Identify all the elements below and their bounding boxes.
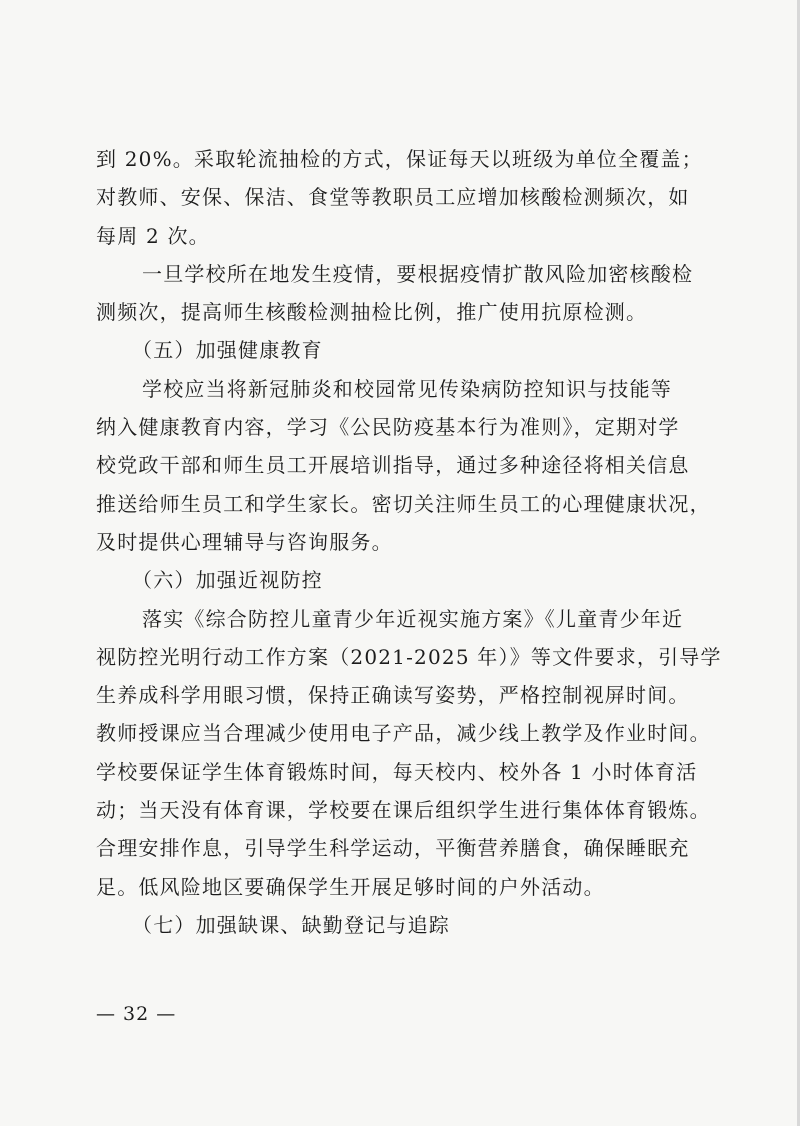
document-body: [96, 140, 722, 944]
text-line: 视防控光明行动工作方案（2021-2025 年）》等文件要求，引导学: [96, 644, 722, 669]
section-heading-5: （五）加强健康教育: [132, 338, 323, 363]
text-line: 动；当天没有体育课，学校要在课后组织学生进行集体体育锻炼。: [96, 798, 711, 823]
text-line: 教师授课应当合理减少使用电子产品，减少线上教学及作业时间。: [96, 721, 711, 746]
section-heading-7: （七）加强缺课、缺勤登记与追踪: [132, 912, 450, 937]
page-number: — 32 —: [96, 1003, 177, 1025]
text-line: 合理安排作息，引导学生科学运动，平衡营养膳食，确保睡眠充: [96, 836, 690, 861]
paragraph-start-line: 一旦学校所在地发生疫情，要根据疫情扩散风险加密核酸检: [142, 261, 694, 286]
text-line: 学校要保证学生体育锻炼时间，每天校内、校外各 1 小时体育活: [96, 759, 698, 784]
text-line: 推送给师生员工和学生家长。密切关注师生员工的心理健康状况，: [96, 491, 711, 516]
paragraph-start-line: 落实《综合防控儿童青少年近视实施方案》《儿童青少年近: [142, 606, 684, 631]
text-line: 每周 2 次。: [96, 223, 210, 248]
text-line: 校党政干部和师生员工开展培训指导，通过多种途径将相关信息: [96, 453, 690, 478]
section-heading-6: （六）加强近视防控: [132, 568, 323, 593]
paragraph-start-line: 学校应当将新冠肺炎和校园常见传染病防控知识与技能等: [142, 376, 672, 401]
text-line: 生养成科学用眼习惯，保持正确读写姿势，严格控制视屏时间。: [96, 683, 690, 708]
text-line: 纳入健康教育内容，学习《公民防疫基本行为准则》，定期对学: [96, 415, 680, 440]
text-line: 对教师、安保、保洁、食堂等教职员工应增加核酸检测频次，如: [96, 185, 690, 210]
text-line: 足。低风险地区要确保学生开展足够时间的户外活动。: [96, 874, 605, 899]
text-line: 到 20%。采取轮流抽检的方式，保证每天以班级为单位全覆盖；: [96, 147, 703, 171]
text-line: 测频次，提高师生核酸检测抽检比例，推广使用抗原检测。: [96, 300, 648, 325]
text-line: 及时提供心理辅导与咨询服务。: [96, 529, 393, 554]
